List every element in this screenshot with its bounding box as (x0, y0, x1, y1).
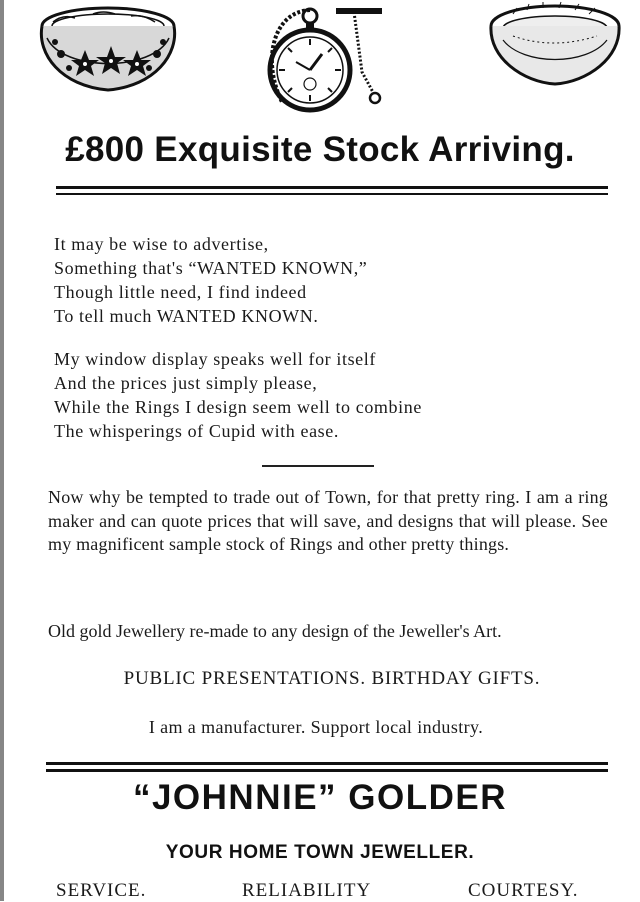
tagline: YOUR HOME TOWN JEWELLER. (165, 842, 475, 863)
ring-maker-paragraph: Now why be tempted to trade out of Town, for that pretty ring. I am a ring maker and can quote prices that will save, and designs that will please. See my magnificent sample stock of Rings and other pretty things. (48, 487, 608, 554)
footer-rule-bottom (46, 769, 608, 772)
verse-two-line: My window display speaks well for itself (54, 349, 376, 369)
motto-reliability: RELIABILITY (242, 880, 372, 901)
footer-rule-top (46, 762, 608, 765)
verse-one-line: It may be wise to advertise, (54, 234, 269, 254)
jewelled-ring-illustration (33, 2, 183, 94)
verse-two-line: The whisperings of Cupid with ease. (54, 421, 339, 441)
section-divider (262, 465, 374, 467)
old-gold-paragraph: Old gold Jewellery re-made to any design of the Jeweller's Art. (48, 621, 502, 641)
verse-one-line: To tell much WANTED KNOWN. (54, 306, 319, 326)
plain-ring-illustration (483, 0, 627, 88)
verse-one-line: Something that's “WANTED KNOWN,” (54, 258, 368, 278)
headline-rule-top (56, 186, 608, 189)
presentations-line: PUBLIC PRESENTATIONS. BIRTHDAY GIFTS. (123, 668, 541, 689)
motto-courtesy: COURTESY. (468, 880, 579, 901)
headline-rule-bottom (56, 193, 608, 195)
verse-two-line: And the prices just simply please, (54, 373, 318, 393)
manufacturer-line: I am a manufacturer. Support local industry. (148, 717, 484, 737)
verse-one-line: Though little need, I find indeed (54, 282, 307, 302)
headline: £800 Exquisite Stock Arriving. (65, 130, 575, 169)
verse-two (54, 347, 422, 443)
motto-service: SERVICE. (56, 880, 147, 901)
verse-one (54, 232, 367, 328)
verse-two-line: While the Rings I design seem well to combine (54, 397, 422, 417)
business-name: “JOHNNIE” GOLDER (132, 778, 508, 817)
pocket-watch-illustration (262, 2, 388, 118)
